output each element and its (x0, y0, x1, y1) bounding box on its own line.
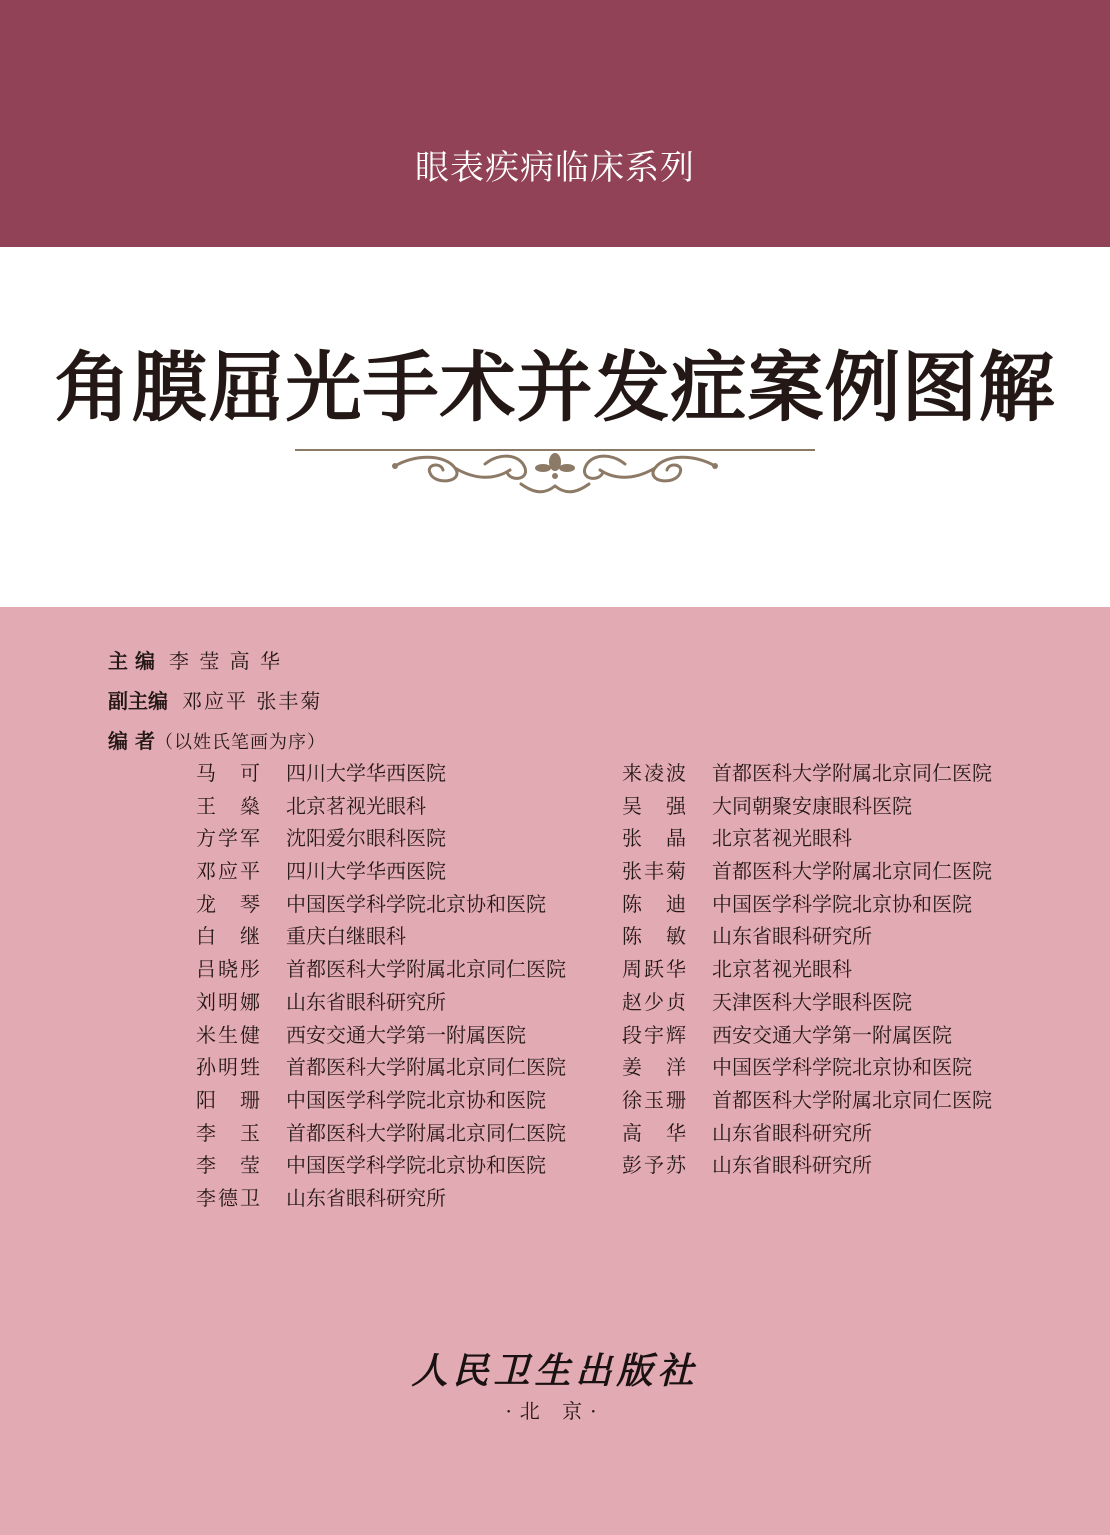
author-right-affiliation: 山东省眼科研究所 (712, 1120, 872, 1145)
author-left-affiliation: 中国医学科学院北京协和医院 (286, 1153, 546, 1178)
author-left-name: 孙明甡 (196, 1055, 262, 1080)
author-right-name: 彭予苏 (622, 1153, 688, 1178)
associate-editors-names: 邓应平 张丰菊 (182, 689, 323, 713)
author-left-affiliation: 沈阳爱尔眼科医院 (286, 826, 446, 851)
author-left-affiliation: 山东省眼科研究所 (286, 1185, 446, 1210)
author-left-affiliation: 中国医学科学院北京协和医院 (286, 1087, 546, 1112)
author-left-name: 龙 琴 (196, 891, 262, 916)
author-right-name: 赵少贞 (622, 989, 688, 1014)
credits-block (108, 645, 326, 765)
author-right-affiliation: 西安交通大学第一附属医院 (712, 1022, 952, 1047)
author-right-affiliation: 大同朝聚安康眼科医院 (712, 793, 912, 818)
author-left-name: 吕晓彤 (196, 957, 262, 982)
author-left-name: 白 继 (196, 924, 262, 949)
author-right-name: 张丰菊 (622, 859, 688, 884)
author-right-affiliation (712, 1182, 1032, 1215)
author-left-name: 方学军 (196, 826, 262, 851)
editors-names: 李 莹 高 华 (168, 649, 283, 673)
author-right-name: 徐玉珊 (622, 1087, 688, 1112)
author-right-name: 张 晶 (622, 826, 688, 851)
author-right-name: 陈 迪 (622, 891, 688, 916)
author-right-affiliation: 首都医科大学附属北京同仁医院 (712, 859, 992, 884)
author-left-name: 李 玉 (196, 1120, 262, 1145)
author-left-affiliation: 首都医科大学附属北京同仁医院 (286, 1120, 566, 1145)
author-right-affiliation: 首都医科大学附属北京同仁医院 (712, 1087, 992, 1112)
contributors-label: 编 者 (108, 729, 155, 753)
author-left-name: 李 莹 (196, 1153, 262, 1178)
author-right-affiliation: 中国医学科学院北京协和医院 (712, 891, 972, 916)
editors-label: 主 编 (108, 649, 155, 673)
contributors-order-note: （以姓氏笔画为序） (154, 732, 326, 753)
author-right-name: 高 华 (622, 1120, 688, 1145)
associate-editors-label: 副主编 (108, 689, 168, 713)
book-title: 角膜屈光手术并发症案例图解 (54, 343, 1056, 432)
author-right-name: 周跃华 (622, 957, 688, 982)
author-left-affiliation: 首都医科大学附属北京同仁医院 (286, 1055, 566, 1080)
series-title: 眼表疾病临床系列 (415, 148, 695, 188)
author-left-affiliation: 中国医学科学院北京协和医院 (286, 891, 546, 916)
series-band (0, 0, 1110, 247)
publisher-logo: 人民卫生出版社 (411, 1350, 699, 1392)
author-right-name: 吴 强 (622, 793, 688, 818)
author-right-name: 段宇辉 (622, 1022, 688, 1047)
author-left-affiliation: 北京茗视光眼科 (286, 793, 426, 818)
associate-editors-row (108, 685, 326, 725)
author-left-affiliation: 四川大学华西医院 (286, 761, 446, 785)
author-left-affiliation: 首都医科大学附属北京同仁医院 (286, 957, 566, 982)
author-left-affiliation: 山东省眼科研究所 (286, 989, 446, 1014)
author-right-affiliation: 北京茗视光眼科 (712, 957, 852, 982)
author-left-name: 马 可 (196, 761, 262, 785)
author-right-affiliation: 首都医科大学附属北京同仁医院 (712, 761, 992, 785)
author-right-affiliation: 北京茗视光眼科 (712, 826, 852, 851)
author-left-affiliation: 重庆白继眼科 (286, 924, 406, 949)
author-left-name: 王 燊 (196, 793, 262, 818)
author-left-affiliation: 西安交通大学第一附属医院 (286, 1022, 526, 1047)
author-right-affiliation: 山东省眼科研究所 (712, 924, 872, 949)
author-right-name: 姜 洋 (622, 1055, 688, 1080)
author-left-name: 米生健 (196, 1022, 262, 1047)
author-right-affiliation: 天津医科大学眼科医院 (712, 989, 912, 1014)
author-left-name: 邓应平 (196, 859, 262, 884)
author-right-affiliation: 中国医学科学院北京协和医院 (712, 1055, 972, 1080)
author-left-name: 阳 珊 (196, 1087, 262, 1112)
author-right-affiliation: 山东省眼科研究所 (712, 1153, 872, 1178)
author-left-name: 刘明娜 (196, 989, 262, 1014)
author-left-affiliation: 四川大学华西医院 (286, 859, 446, 884)
author-left-name: 李德卫 (196, 1185, 262, 1210)
contributors-list (196, 757, 1032, 1215)
editors-row (108, 645, 326, 685)
author-right-name: 陈 敏 (622, 924, 688, 949)
publisher-city: ·北 京· (505, 1399, 605, 1423)
author-right-name: 来凌波 (622, 761, 688, 785)
author-right-name (622, 1182, 712, 1215)
ornament-divider-icon (295, 440, 815, 500)
